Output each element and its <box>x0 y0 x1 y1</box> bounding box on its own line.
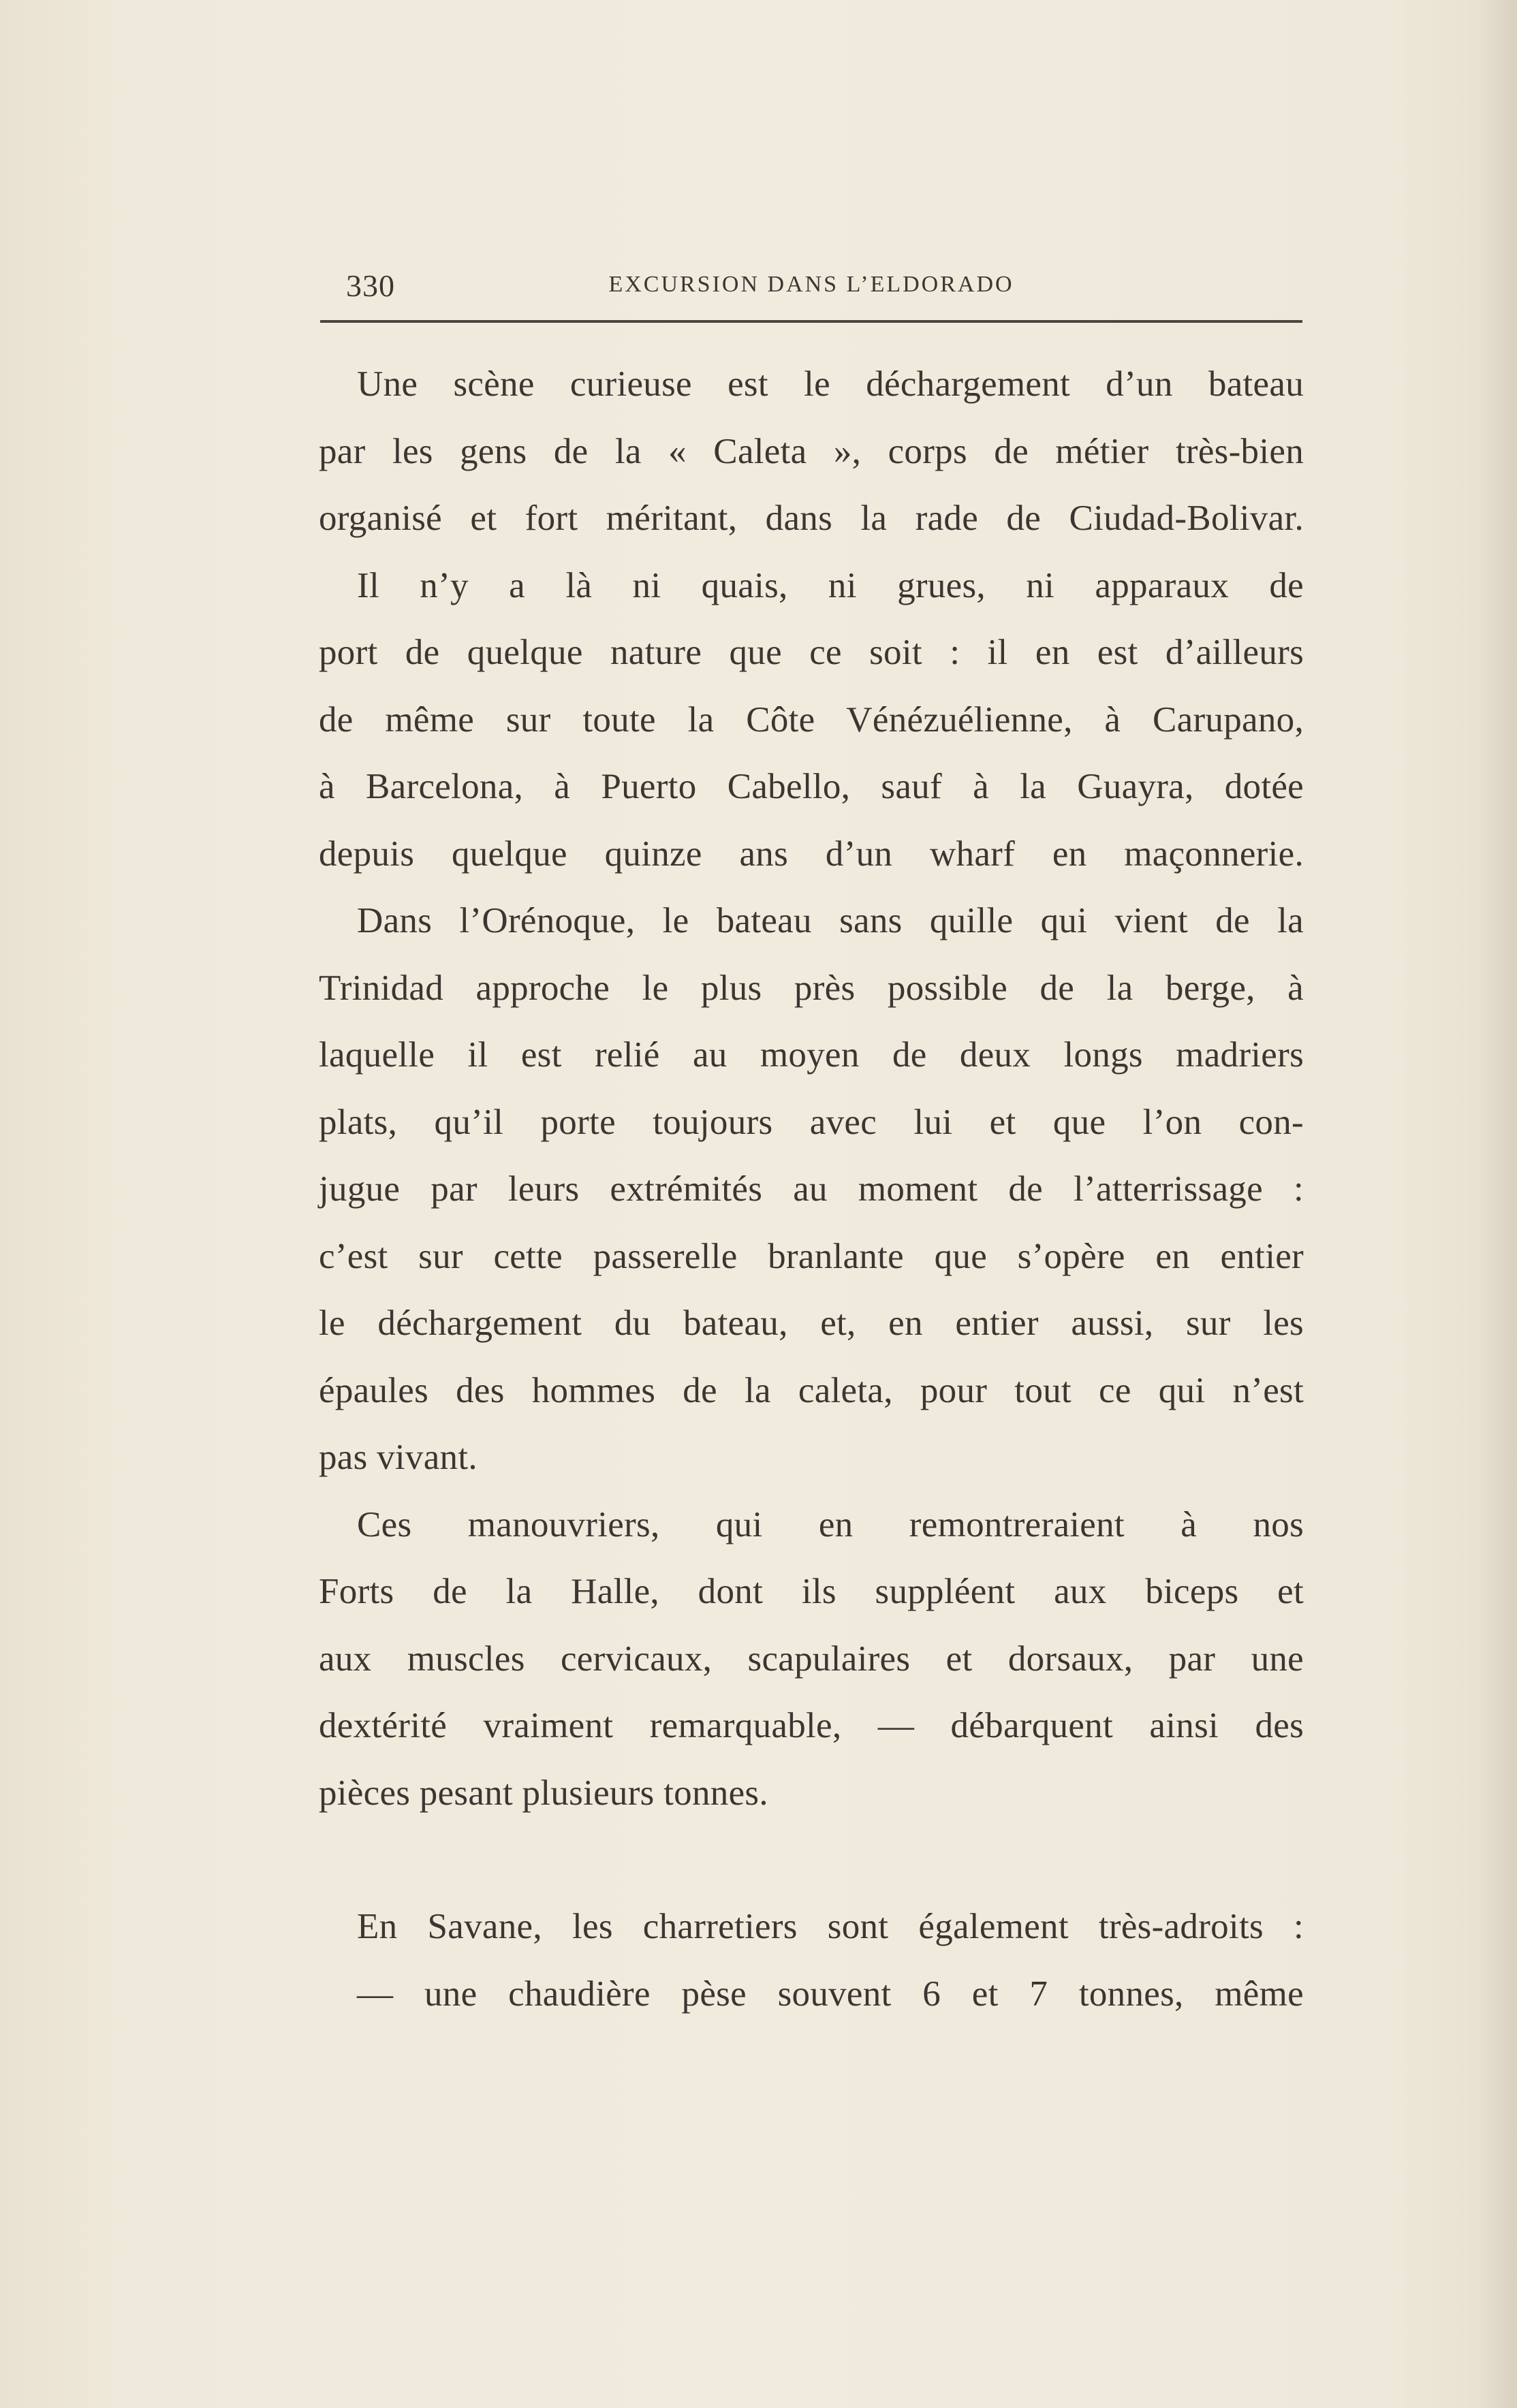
text-line: par les gens de la « Caleta », corps de métier très-bien <box>319 431 1304 471</box>
text-line: le déchargement du bateau, et, en entier aussi, sur les <box>319 1303 1304 1343</box>
text-line: — une chaudière pèse souvent 6 et 7 tonnes, même <box>357 1974 1304 2014</box>
header-rule <box>320 320 1302 323</box>
text-line: Dans l’Orénoque, le bateau sans quille qui vient de la <box>357 901 1304 940</box>
text-line: aux muscles cervicaux, scapulaires et dorsaux, par une <box>319 1638 1304 1679</box>
page-header <box>320 262 1302 310</box>
text-line: Il n’y a là ni quais, ni grues, ni apparaux de <box>357 565 1304 605</box>
text-line: organisé et fort méritant, dans la rade de Ciudad-Bolivar. <box>319 498 1304 538</box>
text-line: Trinidad approche le plus près possible de la berge, à <box>319 968 1304 1008</box>
text-line: Forts de la Halle, dont ils suppléent aux biceps et <box>319 1572 1304 1611</box>
text-line: jugue par leurs extrémités au moment de l’atterrissage : <box>319 1169 1304 1209</box>
text-line: dextérité vraiment remarquable, — débarquent ainsi des <box>319 1706 1304 1745</box>
body-text <box>319 351 1304 2027</box>
text-line: laquelle il est relié au moyen de deux longs madriers <box>319 1035 1304 1075</box>
text-line: Une scène curieuse est le déchargement d’un bateau <box>357 364 1304 404</box>
text-line: depuis quelque quinze ans d’un wharf en maçonnerie. <box>319 834 1304 874</box>
running-title: EXCURSION DANS L’ELDORADO <box>608 272 1014 297</box>
text-line: pièces pesant plusieurs tonnes. <box>319 1773 768 1813</box>
text-line: En Savane, les charretiers sont également très-adroits : <box>357 1907 1304 1946</box>
text-line: de même sur toute la Côte Vénézuélienne, à Carupano, <box>319 699 1304 740</box>
text-line: c’est sur cette passerelle branlante que s’opère en entier <box>319 1236 1304 1276</box>
text-line: port de quelque nature que ce soit : il en est d’ailleurs <box>319 633 1304 672</box>
text-line: plats, qu’il porte toujours avec lui et que l’on con- <box>319 1102 1304 1142</box>
text-line: Ces manouvriers, qui en remontreraient à nos <box>357 1504 1304 1544</box>
page-number: 330 <box>346 268 395 303</box>
page-edge-shadow <box>1476 0 1517 2408</box>
text-line: pas vivant. <box>319 1438 478 1477</box>
text-line: à Barcelona, à Puerto Cabello, sauf à la Guayra, dotée <box>319 767 1304 806</box>
text-line: épaules des hommes de la caleta, pour tout ce qui n’est <box>319 1370 1304 1410</box>
